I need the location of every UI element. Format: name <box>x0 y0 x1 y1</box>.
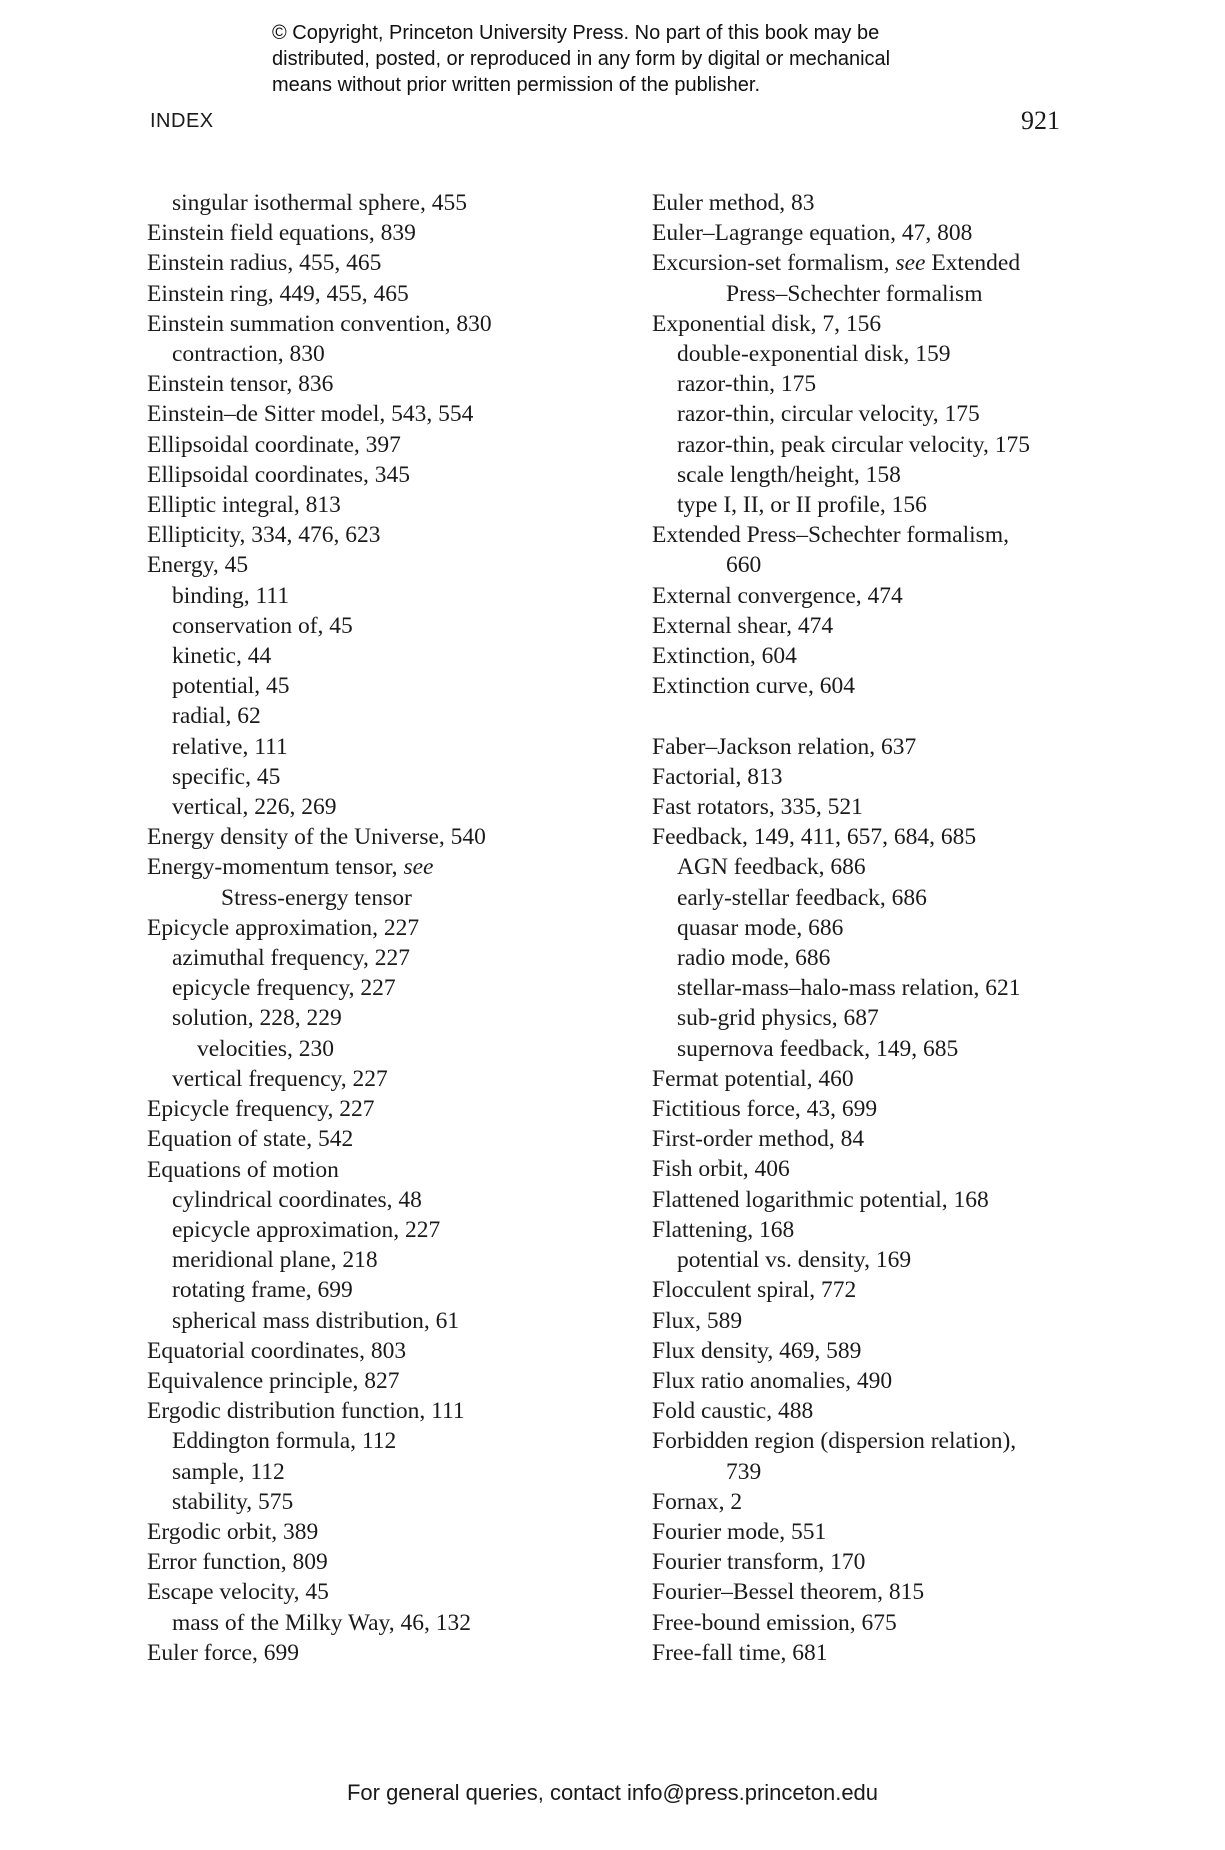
index-entry-text: Einstein field equations, 839 <box>147 220 416 247</box>
index-entry-text: Euler force, 699 <box>147 1639 300 1666</box>
index-entry <box>652 248 1132 278</box>
index-entry-text: Fourier–Bessel theorem, 815 <box>652 1579 925 1606</box>
index-entry-text: 739 <box>726 1458 762 1485</box>
index-entry-text: sample, 112 <box>172 1458 285 1485</box>
index-entry <box>652 1275 1132 1305</box>
index-entry <box>147 913 627 943</box>
index-entry <box>652 1064 1132 1094</box>
index-entry <box>147 490 627 520</box>
index-entry <box>652 1487 1132 1517</box>
index-entry-text: External convergence, 474 <box>652 582 903 609</box>
index-subentry <box>147 1003 627 1033</box>
index-entry-text: razor-thin, circular velocity, 175 <box>677 401 980 428</box>
page-number: 921 <box>1021 106 1060 135</box>
index-entry <box>147 1577 627 1607</box>
index-entry <box>652 1396 1132 1426</box>
index-entry <box>652 611 1132 641</box>
index-entry-text: kinetic, 44 <box>172 643 272 670</box>
index-entry-text: Flux, 589 <box>652 1307 743 1334</box>
index-entry <box>147 520 627 550</box>
index-entry-text: Feedback, 149, 411, 657, 684, 685 <box>652 824 977 851</box>
index-entry-text: Flattening, 168 <box>652 1216 795 1243</box>
index-entry-text: specific, 45 <box>172 763 281 790</box>
index-subentry <box>147 671 627 701</box>
index-subentry <box>147 792 627 822</box>
index-entry-text: Fictitious force, 43, 699 <box>652 1096 878 1123</box>
index-entry-text: Exponential disk, 7, 156 <box>652 310 882 337</box>
index-entry-text: Ellipsoidal coordinates, 345 <box>147 461 411 488</box>
index-entry-text: vertical frequency, 227 <box>172 1065 388 1092</box>
index-entry <box>652 1215 1132 1245</box>
index-entry-text: Free-bound emission, 675 <box>652 1609 897 1636</box>
index-section-gap <box>652 701 1132 731</box>
index-subentry <box>147 581 627 611</box>
index-entry <box>652 1154 1132 1184</box>
index-entry-text: Epicycle frequency, 227 <box>147 1096 375 1123</box>
index-entry-text: Flattened logarithmic potential, 168 <box>652 1186 989 1213</box>
index-entry-text: Fourier mode, 551 <box>652 1518 827 1545</box>
index-entry <box>147 309 627 339</box>
index-entry-text: radial, 62 <box>172 703 261 730</box>
copyright-notice <box>272 20 992 98</box>
index-subentry <box>147 1426 627 1456</box>
index-entry <box>147 279 627 309</box>
index-entry-text: Ellipticity, 334, 476, 623 <box>147 522 381 549</box>
index-entry <box>147 1094 627 1124</box>
index-column-left <box>147 188 627 1668</box>
index-entry-text: Epicycle approximation, 227 <box>147 914 420 941</box>
index-subentry <box>652 1003 1132 1033</box>
index-entry <box>652 762 1132 792</box>
index-subentry <box>652 369 1132 399</box>
index-entry-text: Extended Press–Schechter formalism, <box>652 522 1009 549</box>
index-entry-text: type I, II, or II profile, 156 <box>677 492 927 519</box>
index-entry-text: Fourier transform, 170 <box>652 1549 866 1576</box>
index-entry <box>147 1638 627 1668</box>
index-entry <box>147 218 627 248</box>
index-entry <box>147 460 627 490</box>
index-entry <box>147 1155 627 1185</box>
index-subentry <box>652 460 1132 490</box>
index-entry <box>147 1396 627 1426</box>
index-entry <box>652 671 1132 701</box>
index-entry-text: stability, 575 <box>172 1488 294 1515</box>
index-entry-text: Free-fall time, 681 <box>652 1639 828 1666</box>
index-entry <box>147 399 627 429</box>
index-entry-text: Euler method, 83 <box>652 190 815 216</box>
index-entry-text: Einstein tensor, 836 <box>147 371 334 398</box>
index-subentry <box>147 188 627 218</box>
index-entry-text: relative, 111 <box>172 733 288 760</box>
index-subentry <box>652 1034 1132 1064</box>
index-entry-text: First-order method, 84 <box>652 1126 865 1153</box>
index-entry-text: razor-thin, peak circular velocity, 175 <box>677 431 1030 458</box>
index-entry <box>147 369 627 399</box>
index-entry-text: Ellipsoidal coordinate, 397 <box>147 431 401 458</box>
index-entry <box>147 550 627 580</box>
index-entry <box>147 248 627 278</box>
index-entry-text: Energy density of the Universe, 540 <box>147 824 486 851</box>
copyright-line: distributed, posted, or reproduced in any form by digital or mechanical <box>272 48 891 70</box>
index-entry <box>652 822 1132 852</box>
index-entry-text: Fold caustic, 488 <box>652 1398 814 1425</box>
index-entry-text: Flux ratio anomalies, 490 <box>652 1367 893 1394</box>
index-entry-text: cylindrical coordinates, 48 <box>172 1186 422 1213</box>
index-entry <box>147 852 627 882</box>
index-entry <box>652 792 1132 822</box>
index-entry-text: singular isothermal sphere, 455 <box>172 190 467 216</box>
index-entry-text: velocities, 230 <box>197 1035 335 1062</box>
index-entry-text: Factorial, 813 <box>652 763 783 790</box>
index-entry <box>652 1608 1132 1638</box>
index-column-right <box>652 188 1132 1668</box>
index-subentry <box>147 762 627 792</box>
footer-contact: For general queries, contact info@press.princeton.edu <box>346 1780 879 1805</box>
index-entry <box>147 1366 627 1396</box>
index-subentry <box>147 339 627 369</box>
index-subentry <box>652 490 1132 520</box>
index-entry-text: contraction, 830 <box>172 341 325 368</box>
index-subentry <box>652 339 1132 369</box>
index-entry-text: epicycle frequency, 227 <box>172 975 396 1002</box>
index-entry-text: Escape velocity, 45 <box>147 1579 329 1606</box>
index-entry-text: Extinction, 604 <box>652 643 797 670</box>
index-entry-text: solution, 228, 229 <box>172 1005 342 1032</box>
index-subentry <box>147 701 627 731</box>
index-subentry <box>147 611 627 641</box>
index-subentry <box>147 973 627 1003</box>
index-subentry <box>147 641 627 671</box>
index-entry-text: Fish orbit, 406 <box>652 1156 790 1183</box>
index-entry-text: spherical mass distribution, 61 <box>172 1307 460 1334</box>
index-entry-continuation <box>652 279 1132 309</box>
index-entry-text: Einstein summation convention, 830 <box>147 310 492 337</box>
index-entry-text: Excursion-set formalism, <box>652 250 896 277</box>
index-entry <box>652 188 1132 218</box>
index-entry-text: Faber–Jackson relation, 637 <box>652 733 917 760</box>
index-entry <box>652 581 1132 611</box>
index-entry <box>652 1185 1132 1215</box>
index-entry-text: Einstein radius, 455, 465 <box>147 250 382 277</box>
index-entry-text: Press–Schechter formalism <box>726 280 983 307</box>
index-entry-text: 660 <box>726 552 762 579</box>
index-entry-text: double-exponential disk, 159 <box>677 341 951 368</box>
index-entry-text: Fast rotators, 335, 521 <box>652 794 863 821</box>
index-entry-text: conservation of, 45 <box>172 612 353 639</box>
index-entry-continuation <box>652 550 1132 580</box>
index-entry-text: Eddington formula, 112 <box>172 1428 397 1455</box>
index-subentry <box>147 1608 627 1638</box>
index-entry-text: stellar-mass–halo-mass relation, 621 <box>677 975 1021 1002</box>
index-entry-text: binding, 111 <box>172 582 290 609</box>
index-entry-text: Euler–Lagrange equation, 47, 808 <box>652 220 973 247</box>
index-entry-text: Flocculent spiral, 772 <box>652 1277 857 1304</box>
index-entry <box>652 1517 1132 1547</box>
index-entry-text: Fermat potential, 460 <box>652 1065 854 1092</box>
index-entry-text: Einstein–de Sitter model, 543, 554 <box>147 401 474 428</box>
index-subentry <box>147 1245 627 1275</box>
index-entry-text: vertical, 226, 269 <box>172 794 337 821</box>
index-entry-text: sub-grid physics, 687 <box>677 1005 879 1032</box>
index-subentry <box>147 1185 627 1215</box>
index-entry-text: Energy-momentum tensor, <box>147 854 404 881</box>
index-subentry <box>652 883 1132 913</box>
copyright-line: © Copyright, Princeton University Press. No part of this book may be <box>272 22 880 44</box>
index-entry-text: Einstein ring, 449, 455, 465 <box>147 280 409 307</box>
index-entry <box>147 1124 627 1154</box>
index-entry-text: quasar mode, 686 <box>677 914 844 941</box>
index-entry <box>652 1426 1132 1456</box>
index-entry-continuation <box>652 1457 1132 1487</box>
index-entry <box>147 1547 627 1577</box>
index-entry <box>652 732 1132 762</box>
index-entry <box>652 520 1132 550</box>
index-subentry <box>147 732 627 762</box>
index-entry-text: azimuthal frequency, 227 <box>172 945 410 972</box>
index-entry <box>147 822 627 852</box>
index-entry-text: Stress-energy tensor <box>221 884 412 911</box>
index-entry-text: rotating frame, 699 <box>172 1277 353 1304</box>
index-subentry <box>147 1457 627 1487</box>
index-entry-text: mass of the Milky Way, 46, 132 <box>172 1609 472 1636</box>
index-entry-text: meridional plane, 218 <box>172 1247 378 1274</box>
index-entry <box>652 1306 1132 1336</box>
copyright-line: means without prior written permission of the publisher. <box>272 74 761 96</box>
index-entry <box>652 1094 1132 1124</box>
index-subentry <box>147 1034 627 1064</box>
index-subentry <box>652 943 1132 973</box>
index-entry-text: Error function, 809 <box>147 1549 328 1576</box>
index-subentry <box>652 1245 1132 1275</box>
index-entry-text: Ergodic distribution function, 111 <box>147 1398 465 1425</box>
index-entry-text: early-stellar feedback, 686 <box>677 884 927 911</box>
index-entry-text: epicycle approximation, 227 <box>172 1216 441 1243</box>
running-head: INDEX <box>150 110 214 132</box>
index-entry <box>147 1517 627 1547</box>
index-subentry <box>147 1306 627 1336</box>
see-reference: see <box>895 250 926 277</box>
index-subentry <box>147 943 627 973</box>
index-subentry <box>652 430 1132 460</box>
see-target: Extended <box>925 250 1021 277</box>
index-subentry <box>652 399 1132 429</box>
index-entry-text: Equivalence principle, 827 <box>147 1367 400 1394</box>
index-subentry <box>652 973 1132 1003</box>
index-entry <box>652 1547 1132 1577</box>
index-entry-text: Fornax, 2 <box>652 1488 743 1515</box>
index-subentry <box>147 1275 627 1305</box>
index-subentry <box>652 852 1132 882</box>
index-subentry <box>147 1487 627 1517</box>
index-entry-text: Flux density, 469, 589 <box>652 1337 862 1364</box>
index-entry-text: potential, 45 <box>172 673 290 700</box>
index-entry <box>652 641 1132 671</box>
index-entry-text: Ergodic orbit, 389 <box>147 1518 319 1545</box>
index-entry <box>652 309 1132 339</box>
index-entry-text: supernova feedback, 149, 685 <box>677 1035 959 1062</box>
index-entry <box>652 218 1132 248</box>
index-entry-text: Equatorial coordinates, 803 <box>147 1337 407 1364</box>
index-subentry <box>652 913 1132 943</box>
index-entry-text: Energy, 45 <box>147 552 249 579</box>
index-entry <box>652 1366 1132 1396</box>
index-entry-text: Elliptic integral, 813 <box>147 492 341 519</box>
index-entry <box>652 1638 1132 1668</box>
index-entry <box>652 1577 1132 1607</box>
index-entry-text: AGN feedback, 686 <box>677 854 866 881</box>
index-entry-text: radio mode, 686 <box>677 945 831 972</box>
index-entry-continuation <box>147 883 627 913</box>
index-entry <box>652 1336 1132 1366</box>
index-entry <box>147 430 627 460</box>
index-entry-text: scale length/height, 158 <box>677 461 901 488</box>
index-entry-text: Equations of motion <box>147 1156 339 1183</box>
index-entry <box>147 1336 627 1366</box>
index-subentry <box>147 1215 627 1245</box>
index-subentry <box>147 1064 627 1094</box>
index-entry-text: Forbidden region (dispersion relation), <box>652 1428 1017 1455</box>
index-entry-text: razor-thin, 175 <box>677 371 817 398</box>
index-entry-text: Extinction curve, 604 <box>652 673 855 700</box>
index-entry-text: Equation of state, 542 <box>147 1126 354 1153</box>
index-entry-text: External shear, 474 <box>652 612 834 639</box>
index-entry <box>652 1124 1132 1154</box>
see-reference: see <box>403 854 434 881</box>
index-entry-text: potential vs. density, 169 <box>677 1247 912 1274</box>
